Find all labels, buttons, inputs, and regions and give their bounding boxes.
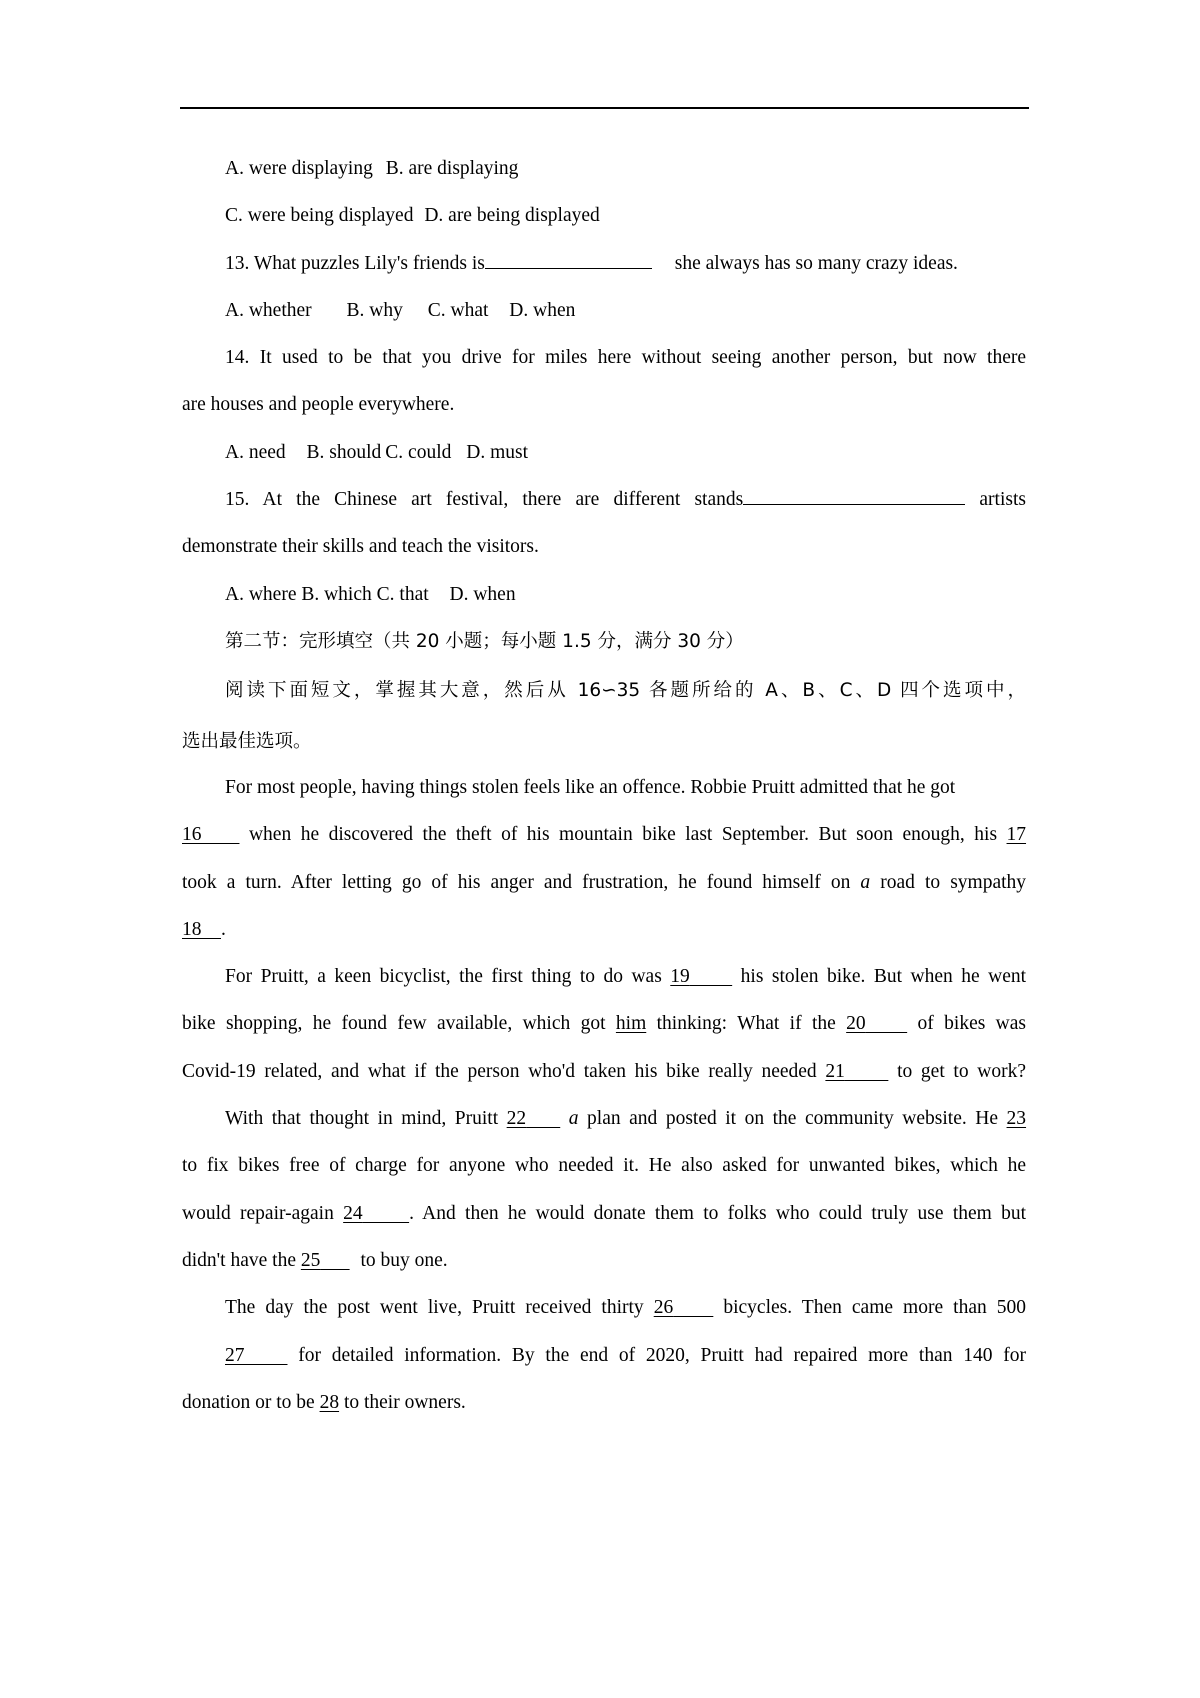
passage-p4-line1: The day the post went live, Pruitt received thirty 26 bicycles. Then came more than 500 xyxy=(225,1297,1026,1319)
q14-options xyxy=(182,436,1026,483)
option: B. why xyxy=(346,299,403,321)
option: D. are being displayed xyxy=(424,205,600,227)
q15-options xyxy=(182,578,1026,625)
blank-17: 17 xyxy=(1006,824,1027,846)
blank-19: 19 xyxy=(670,966,690,988)
question-14-line1 xyxy=(182,341,1026,388)
question-stem: demonstrate their skills and teach the visitors. xyxy=(182,536,539,558)
passage-p2-line2: bike shopping, he found few available, which got him thinking: What if the 20 of bikes was xyxy=(182,1013,1027,1035)
section-heading: 第二节：完形填空（共 20 小题；每小题 1.5 分，满分 30 分） xyxy=(225,630,744,652)
passage-p3-line4: didn't have the 25 to buy one. xyxy=(182,1249,448,1271)
option: C. what xyxy=(427,299,489,321)
option: D. when xyxy=(509,299,576,321)
option: D. when xyxy=(449,583,516,605)
blank-21: 21 xyxy=(825,1060,845,1082)
option: C. could xyxy=(385,441,452,463)
option: A. where xyxy=(225,583,297,605)
header-rule xyxy=(180,107,1029,109)
passage-p1-line4: 18 . xyxy=(182,918,226,940)
blank-16: 16 xyxy=(182,824,202,846)
answer-blank xyxy=(485,248,652,269)
blank-28: 28 xyxy=(319,1391,340,1413)
question-stem: she always has so many crazy ideas. xyxy=(674,252,958,274)
blank-24: 24 xyxy=(343,1202,363,1224)
question-stem: 13. What puzzles Lily's friends is xyxy=(225,252,485,274)
option: B. should xyxy=(306,441,382,463)
option: D. must xyxy=(466,441,529,463)
passage-p4-line2: 27 for detailed information. By the end of 2020, Pruitt had repaired more than 140 for xyxy=(225,1344,1026,1366)
passage-p2-line3: Covid-19 related, and what if the person who'd taken his bike really needed 21 to get to work? xyxy=(182,1060,1027,1082)
option: B. which xyxy=(301,583,372,605)
blank-20: 20 xyxy=(846,1013,866,1035)
option: B. are displaying xyxy=(385,158,519,179)
passage-p1-line3: took a turn. After letting go of his anger and frustration, he found himself on a road to sympathy xyxy=(182,871,1027,893)
blank-26: 26 xyxy=(653,1297,674,1319)
q12-options-cd xyxy=(182,199,1026,246)
underlined-him: him xyxy=(615,1013,647,1035)
question-stem: are houses and people everywhere. xyxy=(182,394,455,416)
passage-p1-line2: 16 when he discovered the theft of his mountain bike last September. But soon enough, his 17 xyxy=(182,824,1027,846)
option: A. whether xyxy=(225,299,312,321)
blank-22: 22 xyxy=(506,1108,527,1130)
exam-content xyxy=(182,152,1026,1433)
section-instruction-line2: 选出最佳选项。 xyxy=(182,730,312,752)
question-14-line2 xyxy=(182,388,1026,435)
section-instruction-line1: 阅读下面短文，掌握其大意，然后从 16∽35 各题所给的 A、B、C、D 四个选项中， xyxy=(225,679,1026,701)
option: A. need xyxy=(225,441,286,463)
blank-27: 27 xyxy=(225,1344,245,1366)
question-stem: 14. It used to be that you xyxy=(225,347,452,369)
option: A. were displaying xyxy=(225,158,373,179)
question-15-line1 xyxy=(182,483,1026,530)
passage-p2-line1: For Pruitt, a keen bicyclist, the first thing to do was 19 his stolen bike. But when he went xyxy=(225,966,1027,988)
option: C. that xyxy=(376,583,429,605)
question-15-line2 xyxy=(182,530,1026,577)
question-13 xyxy=(182,247,1026,294)
passage-p1-line1: For most people, having things stolen feels like an offence. Robbie Pruitt admitted that he got xyxy=(225,776,956,798)
answer-blank xyxy=(743,484,965,505)
passage-p3-line1: With that thought in mind, Pruitt 22 a plan and posted it on the community website. He 23 xyxy=(225,1108,1027,1130)
blank-23: 23 xyxy=(1006,1108,1027,1130)
blank-18: 18 xyxy=(182,918,202,940)
q12-options-ab xyxy=(182,152,1026,199)
question-stem: drive for miles here without seeing another person, but now there xyxy=(461,347,1027,369)
passage-p3-line3: would repair-again 24 . And then he would donate them to folks who could truly use them but xyxy=(182,1202,1027,1224)
q13-options xyxy=(182,294,1026,341)
option: C. were being displayed xyxy=(225,205,414,227)
question-stem: 15. At the Chinese art festival, there are different stands xyxy=(225,489,744,511)
passage-p4-line3: donation or to be 28 to their owners. xyxy=(182,1391,466,1413)
question-stem: artists xyxy=(979,489,1026,511)
passage-p3-line2: to fix bikes free of charge for anyone who needed it. He also asked for unwanted bikes, which he xyxy=(182,1155,1026,1177)
blank-25: 25 xyxy=(300,1249,321,1271)
